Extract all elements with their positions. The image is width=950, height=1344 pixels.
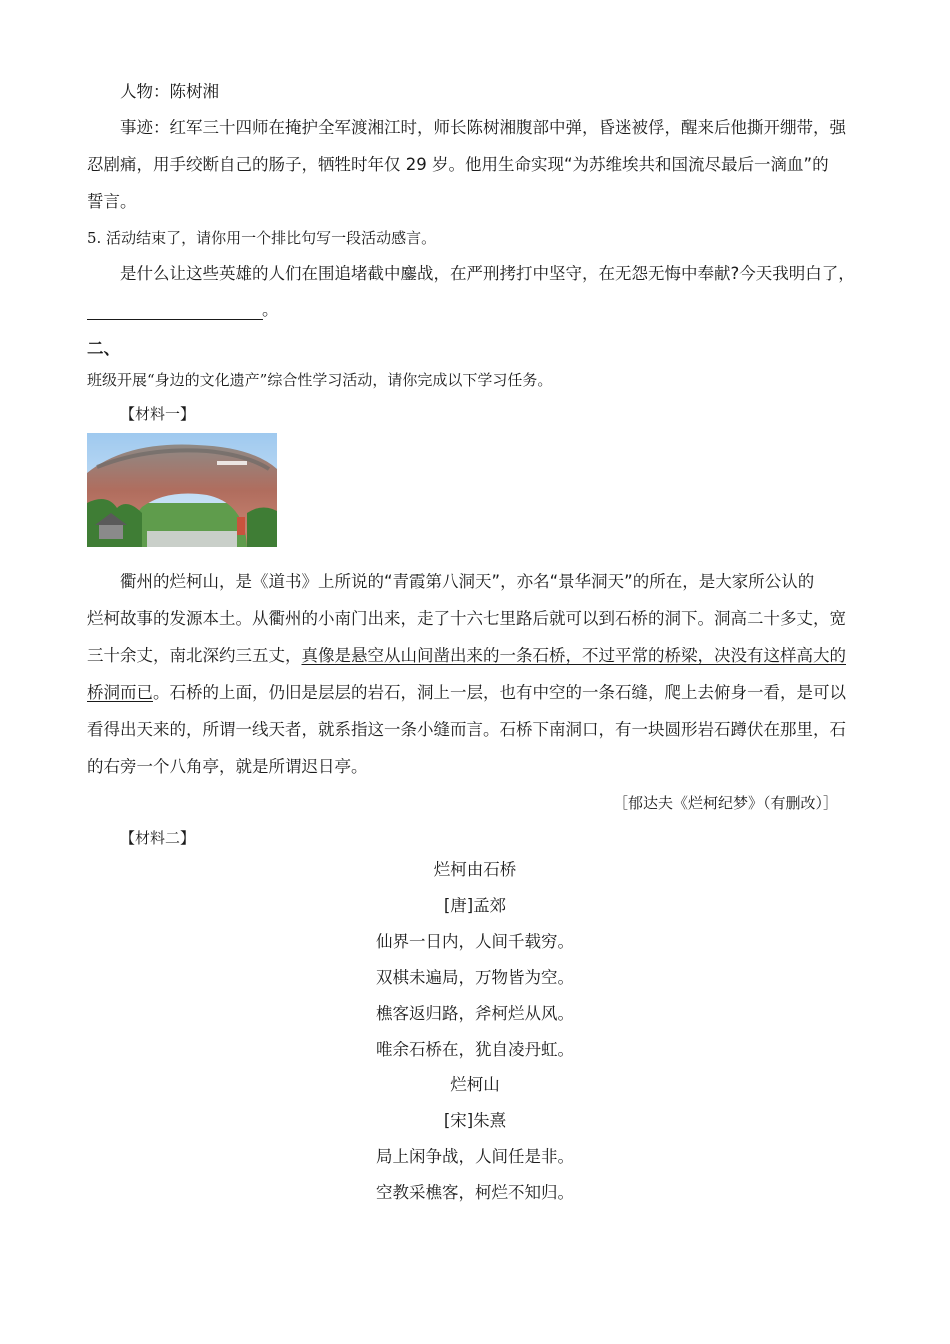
deeds-line-2: 忍剧痛，用手绞断自己的肠子，牺牲时年仅 29 岁。他用生命实现“为苏维埃共和国流尽最后一滴血”的: [87, 155, 829, 174]
material-1-label: 【材料一】: [120, 405, 196, 423]
material-1-line-4: [87, 681, 846, 705]
poem-2-line: 局上闲争战，人间任是非。: [376, 1147, 574, 1166]
underlined-sentence-part-1: 真像是悬空从山间凿出来的一条石桥，不过平常的桥梁，决没有这样高大的: [301, 646, 846, 665]
section-heading: 二、: [87, 339, 120, 358]
poem-1-line: 唯余石桥在，犹自凌丹虹。: [376, 1040, 574, 1059]
material-1-line-5: 看得出天来的，所谓一线天者，就系指这一条小缝而言。石桥下南洞口，有一块圆形岩石蹲伏在那里，石: [87, 720, 846, 739]
poem-1-author: [唐]孟郊: [443, 896, 507, 915]
deeds-line-1: 事迹：红军三十四师在掩护全军渡湘江时，师长陈树湘腹部中弹，昏迷被俘，醒来后他撕开绷带，强: [120, 118, 846, 137]
question-5: 5. 活动结束了，请你用一个排比句写一段活动感言。: [87, 229, 437, 247]
person-line: 人物：陈树湘: [120, 82, 219, 101]
poem-2-line: 空教采樵客，柯烂不知归。: [376, 1183, 574, 1202]
material-1-line-1: 衢州的烂柯山，是《道书》上所说的“青霞第八洞天”，亦名“景华洞天”的所在，是大家所公认的: [120, 572, 815, 591]
poem-1-title: 烂柯由石桥: [433, 860, 517, 879]
material-1-source: ［郁达夫《烂柯纪梦》（有删改）］: [613, 794, 839, 812]
poem-1-line: 双棋未遍局，万物皆为空。: [376, 968, 574, 987]
poem-1-line: 樵客返归路，斧柯烂从风。: [376, 1004, 574, 1023]
deeds-line-3: 誓言。: [87, 192, 137, 211]
poem-2-title: 烂柯山: [450, 1075, 500, 1094]
answer-blank: [87, 319, 263, 320]
poem-1-line: 仙界一日内，人间千载穷。: [376, 932, 574, 951]
lanke-mountain-photo: [87, 433, 277, 547]
poem-2-author: [宋]朱熹: [443, 1111, 507, 1130]
material-1-line-3-plain: 三十余丈，南北深约三五丈，: [87, 646, 302, 665]
question-5-end: 。: [262, 300, 279, 319]
underlined-sentence-part-2: 桥洞而已: [87, 683, 153, 702]
material-1-line-2: 烂柯故事的发源本土。从衢州的小南门出来，走了十六七里路后就可以到石桥的洞下。洞高二十多丈，宽: [87, 609, 846, 628]
material-1-line-4-plain: 。石桥的上面，仍旧是层层的岩石，洞上一层，也有中空的一条石缝，爬上去俯身一看，是可以: [153, 683, 846, 702]
activity-intro: 班级开展“身边的文化遗产”综合性学习活动，请你完成以下学习任务。: [87, 371, 553, 389]
question-5-prompt: 是什么让这些英雄的人们在围追堵截中鏖战，在严刑拷打中坚守，在无怨无悔中奉献?今天我明白了，: [120, 264, 855, 283]
material-1-line-6: 的右旁一个八角亭，就是所谓迟日亭。: [87, 757, 368, 776]
material-1-line-3: [87, 644, 846, 668]
material-2-label: 【材料二】: [120, 829, 196, 847]
